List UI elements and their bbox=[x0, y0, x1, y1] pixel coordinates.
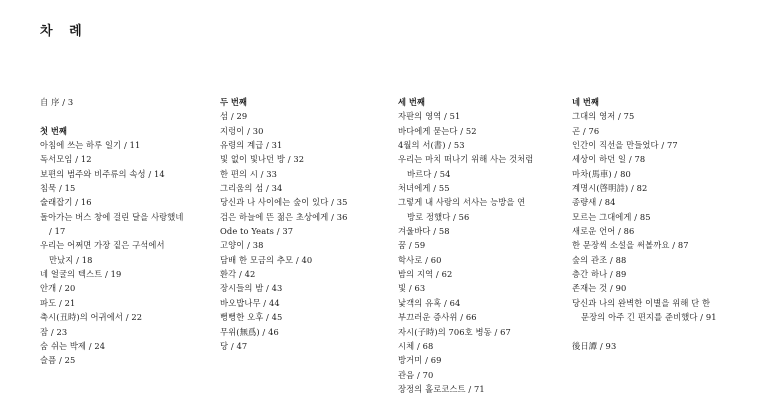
toc-entry-continuation: 방로 정했다 / 56 bbox=[407, 211, 470, 222]
toc-entry[interactable]: 後日譚 / 93 bbox=[572, 340, 617, 351]
toc-entry[interactable]: 4월의 서(書) / 53 bbox=[398, 140, 465, 151]
toc-entry[interactable] bbox=[40, 210, 212, 239]
toc-entry[interactable]: 모르는 그대에게 / 85 bbox=[572, 211, 651, 222]
toc-column-3 bbox=[398, 95, 570, 396]
toc-entry[interactable]: 침묵 / 15 bbox=[40, 183, 76, 194]
page-title: 차 례 bbox=[40, 24, 88, 39]
toc-entry[interactable]: 고양이 / 38 bbox=[220, 240, 264, 251]
toc-entry[interactable]: 밤의 지역 / 62 bbox=[398, 269, 453, 280]
toc-entry[interactable]: 숲의 관조 / 88 bbox=[572, 254, 627, 265]
toc-entry-continuation: / 17 bbox=[49, 226, 66, 237]
toc-entry[interactable]: 자시(子時)의 706호 병동 / 67 bbox=[398, 326, 511, 337]
toc-entry[interactable]: 장정의 홀로코스트 / 71 bbox=[398, 383, 485, 394]
toc-entry[interactable]: 새로운 언어 / 86 bbox=[572, 226, 635, 237]
toc-entry[interactable]: 방거미 / 69 bbox=[398, 355, 442, 366]
section-heading: 두 번째 bbox=[220, 97, 247, 107]
toc-entry[interactable]: 곤 / 76 bbox=[572, 125, 600, 136]
toc-entry-continuation: 문장의 아주 긴 편지를 준비했다 / 91 bbox=[581, 312, 717, 323]
toc-entry[interactable]: 보편의 범주와 비주류의 속성 / 14 bbox=[40, 168, 165, 179]
section-heading: 첫 번째 bbox=[40, 125, 67, 136]
toc-entry[interactable]: 한 편의 시 / 33 bbox=[220, 168, 278, 179]
toc-entry[interactable] bbox=[40, 238, 212, 267]
toc-entry-line: 우리는 마치 떠나기 위해 사는 것처럼 bbox=[398, 154, 534, 165]
toc-column-2 bbox=[220, 95, 392, 353]
toc-entry[interactable]: 세상이 하던 일 / 78 bbox=[572, 154, 646, 165]
toc-entry[interactable]: 겨울바다 / 58 bbox=[398, 226, 450, 237]
toc-entry[interactable] bbox=[398, 152, 570, 181]
toc-entry[interactable]: 파도 / 21 bbox=[40, 297, 76, 308]
toc-entry[interactable]: 인간이 직선을 만들었다 / 77 bbox=[572, 140, 678, 151]
toc-entry[interactable]: 층간 하나 / 89 bbox=[572, 269, 627, 280]
toc-entry[interactable]: 빛 / 63 bbox=[398, 283, 426, 294]
toc-entry-line: 당신과 나의 완벽한 이별을 위해 단 한 bbox=[572, 297, 711, 308]
toc-entry[interactable]: 환각 / 42 bbox=[220, 269, 256, 280]
toc-entry[interactable]: 관음 / 70 bbox=[398, 369, 434, 380]
spacer bbox=[40, 109, 212, 123]
toc-entry[interactable]: 당신과 나 사이에는 숲이 있다 / 35 bbox=[220, 197, 348, 208]
toc-entry-line: 돌아가는 버스 창에 걸린 달을 사랑했네 bbox=[40, 211, 184, 222]
toc-entry[interactable]: 장시들의 밤 / 43 bbox=[220, 283, 283, 294]
toc-entry[interactable]: 존재는 것 / 90 bbox=[572, 283, 627, 294]
toc-entry[interactable]: 낯객의 유혹 / 64 bbox=[398, 297, 461, 308]
toc-column-1 bbox=[40, 95, 212, 368]
toc-entry[interactable]: 안개 / 20 bbox=[40, 283, 76, 294]
toc-entry[interactable]: 뻥뻥한 오후 / 45 bbox=[220, 312, 283, 323]
toc-column-4 bbox=[572, 95, 762, 353]
toc-entry[interactable]: 섬 / 29 bbox=[220, 111, 248, 122]
toc-entry[interactable]: 부끄러운 증사위 / 66 bbox=[398, 312, 477, 323]
toc-entry[interactable]: 바오밥나무 / 44 bbox=[220, 297, 280, 308]
toc-entry[interactable]: 숨 쉬는 박제 / 24 bbox=[40, 340, 106, 351]
toc-entry[interactable]: 아침에 쓰는 하루 일기 / 11 bbox=[40, 140, 141, 151]
toc-entry[interactable]: 축시(丑時)의 어귀에서 / 22 bbox=[40, 312, 143, 323]
toc-entry[interactable]: 당 / 47 bbox=[220, 340, 248, 351]
toc-entry[interactable]: 검은 하늘에 뜬 젊은 초상에게 / 36 bbox=[220, 211, 348, 222]
toc-entry[interactable] bbox=[572, 296, 762, 325]
section-heading: 네 번째 bbox=[572, 97, 599, 107]
toc-entry[interactable]: 무위(無爲) / 46 bbox=[220, 326, 279, 337]
toc-entry-line: 그렇게 내 사랑의 서사는 능방을 연 bbox=[398, 197, 526, 208]
toc-entry[interactable]: 시체 / 68 bbox=[398, 340, 434, 351]
toc-entry[interactable]: 마차(馬車) / 80 bbox=[572, 168, 631, 179]
toc-entry[interactable]: 담배 한 모금의 추모 / 40 bbox=[220, 254, 313, 265]
toc-entry[interactable]: 한 문장씩 소설을 써볼까요 / 87 bbox=[572, 240, 689, 251]
toc-entry[interactable]: 술래잡기 / 16 bbox=[40, 197, 92, 208]
toc-entry-continuation: 만났지 / 18 bbox=[49, 254, 93, 265]
toc-entry[interactable]: 유령의 계급 / 31 bbox=[220, 140, 283, 151]
toc-entry[interactable]: 지렁이 / 30 bbox=[220, 125, 264, 136]
toc-entry[interactable]: 처녀에게 / 55 bbox=[398, 183, 450, 194]
toc-entry[interactable]: 자판의 영역 / 51 bbox=[398, 111, 461, 122]
section-heading: 세 번째 bbox=[398, 97, 425, 107]
toc-entry[interactable]: Ode to Yeats / 37 bbox=[220, 226, 294, 237]
toc-entry[interactable]: 종량새 / 84 bbox=[572, 197, 616, 208]
toc-entry[interactable]: 학사로 / 60 bbox=[398, 254, 442, 265]
toc-entry[interactable]: 그대의 영저 / 75 bbox=[572, 111, 635, 122]
toc-entry-continuation: 바르다 / 54 bbox=[407, 168, 451, 179]
toc-entry[interactable] bbox=[398, 195, 570, 224]
toc-entry[interactable]: 독서모임 / 12 bbox=[40, 154, 92, 165]
toc-entry[interactable]: 잠 / 23 bbox=[40, 326, 68, 337]
toc-entry[interactable]: 바다에게 묻는다 / 52 bbox=[398, 125, 477, 136]
toc-entry[interactable]: 슬픔 / 25 bbox=[40, 355, 76, 366]
toc-entry[interactable]: 계명시(啓明詩) / 82 bbox=[572, 183, 648, 194]
toc-entry-line: 우리는 어쩌면 가장 짙은 구석에서 bbox=[40, 240, 165, 251]
toc-entry[interactable]: 自 序 / 3 bbox=[40, 97, 74, 107]
toc-entry[interactable]: 꿈 / 59 bbox=[398, 240, 426, 251]
toc-entry[interactable]: 네 얼굴의 텍스트 / 19 bbox=[40, 269, 122, 280]
spacer bbox=[572, 325, 762, 339]
toc-entry[interactable]: 그리움의 섬 / 34 bbox=[220, 183, 283, 194]
toc-entry[interactable]: 빛 없이 빛나던 방 / 32 bbox=[220, 154, 305, 165]
